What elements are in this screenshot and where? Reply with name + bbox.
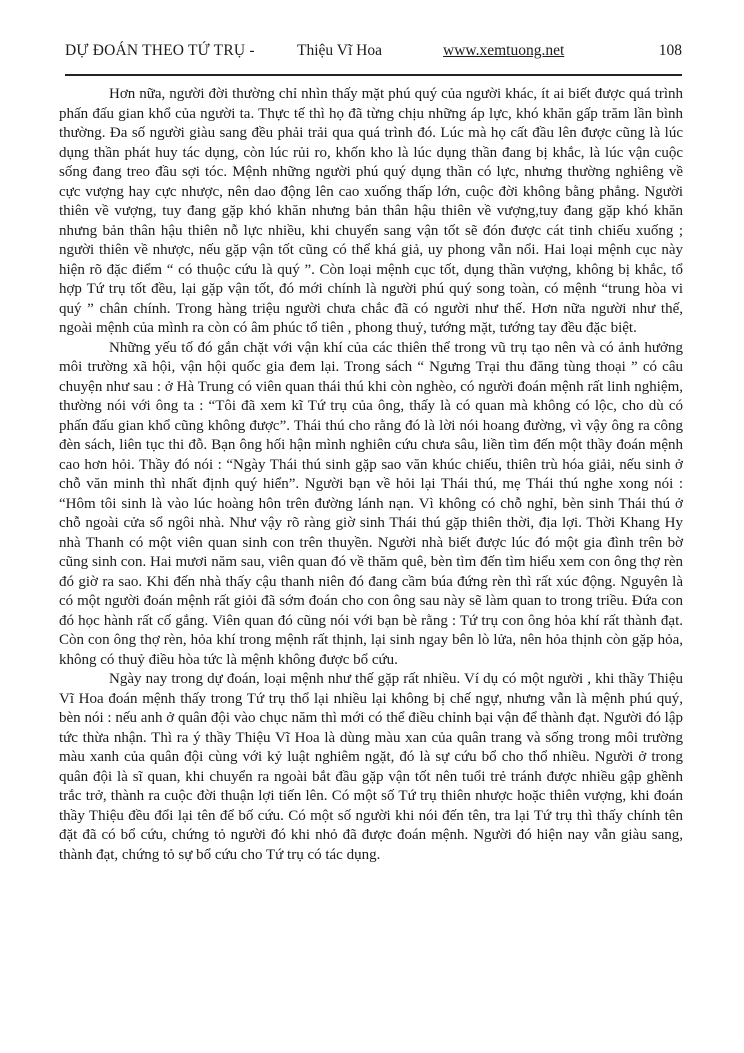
paragraph: Ngày nay trong dự đoán, loại mệnh như thế gặp rất nhiều. Ví dụ có một người , khi thầy Thiệu Vĩ Hoa đoán mệnh thấy trong Tứ trụ thổ lại nhiều lại không bị chế ngự, nhưng vẫn là mệnh phú quý, bèn nói : nếu anh ở quân đội vào chục năm thì mới có thể điều chỉnh bại vận để thành đạt. Người đó lập tức thừa nhận. Thì ra ý thầy Thiệu Vĩ Hoa là dùng màu xan của quân trang và sống trong môi trường màu xanh của quân đội cùng với kỷ luật nghiêm ngặt, đó là sự cứu bổ cho thổ nhiều. Người ở trong quân đội là sĩ quan, khi chuyển ra ngoài bắt đầu gặp vận tốt nên tuổi trẻ tránh được nhiều gập ghềnh trắc trở, thành ra cuộc đời thuận lợi tiến lên. Có một số Tứ trụ thiên nhược hoặc thiên vượng, khi đoán thầy Thiệu đều đổi lại tên để bố cứu. Có một số người khi nói đến tên, tra lại Tứ trụ thì thấy chính tên đặt đã có bổ cứu, chứng tỏ người đó khi nhỏ đã được đoán mệnh. Người đó hiện nay vẫn giàu sang, thành đạt, chứng tỏ sự bổ cứu cho Tứ trụ có tác dụng.	[59, 671, 683, 863]
author-name: Thiệu Vĩ Hoa	[297, 42, 382, 59]
header-divider	[65, 74, 682, 76]
paragraph: Những yếu tố đó gắn chặt với vận khí của các thiên thể trong vũ trụ tạo nên và có ảnh hưởng môi trường xã hội, vận hội quốc gia đem lại. Trong sách “ Ngưng Trại thu đăng tùng thoại ” có câu chuyện như sau : ở Hà Trung có viên quan thái thú khi còn nghèo, có người đoán mệnh rất linh nghiệm, thường nói với ông ta : “Tôi đã xem kĩ Tứ trụ của ông, thấy là có quan mà không có lộc, cho dù có phấn đấu gian khổ cũng không được”. Thái thú cho rằng đó là lời nói hoang đường, vì vậy ông ra công đèn sách, liên tục thi đỗ. Bạn ông hối hận mình nghiên cứu chưa sâu, liền tìm đến một thầy đoán mệnh cao hơn hỏi. Thầy đó nói : “Ngày Thái thú sinh gặp sao văn khúc chiếu, thiên trù hóa giải, nếu sinh ở chỗ văn minh thì nhất định quý hiển”. Người bạn về hỏi lại Thái thú, mẹ Thái thú nghe xong nói : “Hôm tôi sinh là vào lúc hoàng hôn trên đường lánh nạn. Vì không có chỗ nghỉ, bèn sinh Thái thú ở chỗ ngoài cửa sổ ngôi nhà. Như vậy rõ ràng giờ sinh Thái thú gặp thiên thời, địa lợi. Thời Khang Hy nhà Thanh có một viên quan sinh con trên thuyền. Người nhà biết được lúc đó một gia đình trên bờ cũng sinh con. Hai mươi năm sau, viên quan đó về thăm quê, bèn tìm đến tìm hiểu xem con ông thợ rèn đó giờ ra sao. Khi đến nhà thấy cậu thanh niên đó đang cầm búa đứng rèn thì rất xúc động. Nguyên là có một người đoán mệnh rất giỏi đã sớm đoán cho con ông sau này sẽ làm quan to trong triều. Đứa con đó học hành rất cố gắng. Viên quan đó cũng nói với bạn bè rằng : Tứ trụ con ông hỏa khí rất thành đạt. Còn con ông thợ rèn, hỏa khí trong mệnh rất thịnh, lại sinh ngay bên lò lửa, nên hỏa thịnh còn gặp hỏa, không có thuỷ điều hòa tức là mệnh không được bổ cứu.	[59, 339, 683, 668]
page-header	[65, 42, 682, 64]
page-number: 108	[658, 42, 682, 59]
website-link[interactable]: www.xemtuong.net	[443, 42, 565, 59]
page-body	[59, 85, 683, 865]
book-title: DỰ ĐOÁN THEO TỨ TRỤ -	[65, 42, 255, 59]
paragraph: Hơn nữa, người đời thường chỉ nhìn thấy mặt phú quý của người khác, ít ai biết được quá trình phấn đấu gian khổ của người ta. Thực tế thì họ đã từng chịu những áp lực, khó khăn gấp trăm lần bình thường. Đa số người giàu sang đều phải trải qua quá trình đó. Lúc mà họ cất đầu lên được cũng là lúc dụng thần phát huy tác dụng, còn lúc rủi ro, khốn kho là lúc dụng thần đang bị khắc, là lúc vận cuộc sống đang treo đầu sợi tóc. Mệnh những người phú quý dụng thần có lực, nhưng thường nghiêng về cực vượng hay cực nhược, nên dao động lên cao xuống thấp lớn, cuộc đời không bằng phẳng. Người thiên về vượng, tuy đang gặp khó khăn nhưng bản thân hậu thiên về vượng,tuy đang gặp khó khăn nhưng bản thân hậu thiên nỗ lực nhiều, khi chuyển sang vận tốt sẽ đón được cát tinh chiếu xuống ; người thiên về nhược, nếu gặp vận tốt cũng có thể khá giả, uy phong vẫn nổi. Hai loại mệnh cục này hiện rõ đặc điểm “ có thuộc cứu là quý ”. Còn loại mệnh cục tốt, dụng thần vượng, không bị khắc, tổ hợp Tứ trụ tốt đều, lại gặp vận tốt, đó mới chính là người phú quý song toàn, có mệnh “trung hòa vi quý ” chân chính. Trong hàng triệu người chưa chắc đã có người như thế. Hơn nữa người như thế, ngoài mệnh của mình ra còn có âm phúc tổ tiên , phong thuỷ, tướng mặt, tướng tay đều đặc biệt.	[59, 86, 683, 336]
